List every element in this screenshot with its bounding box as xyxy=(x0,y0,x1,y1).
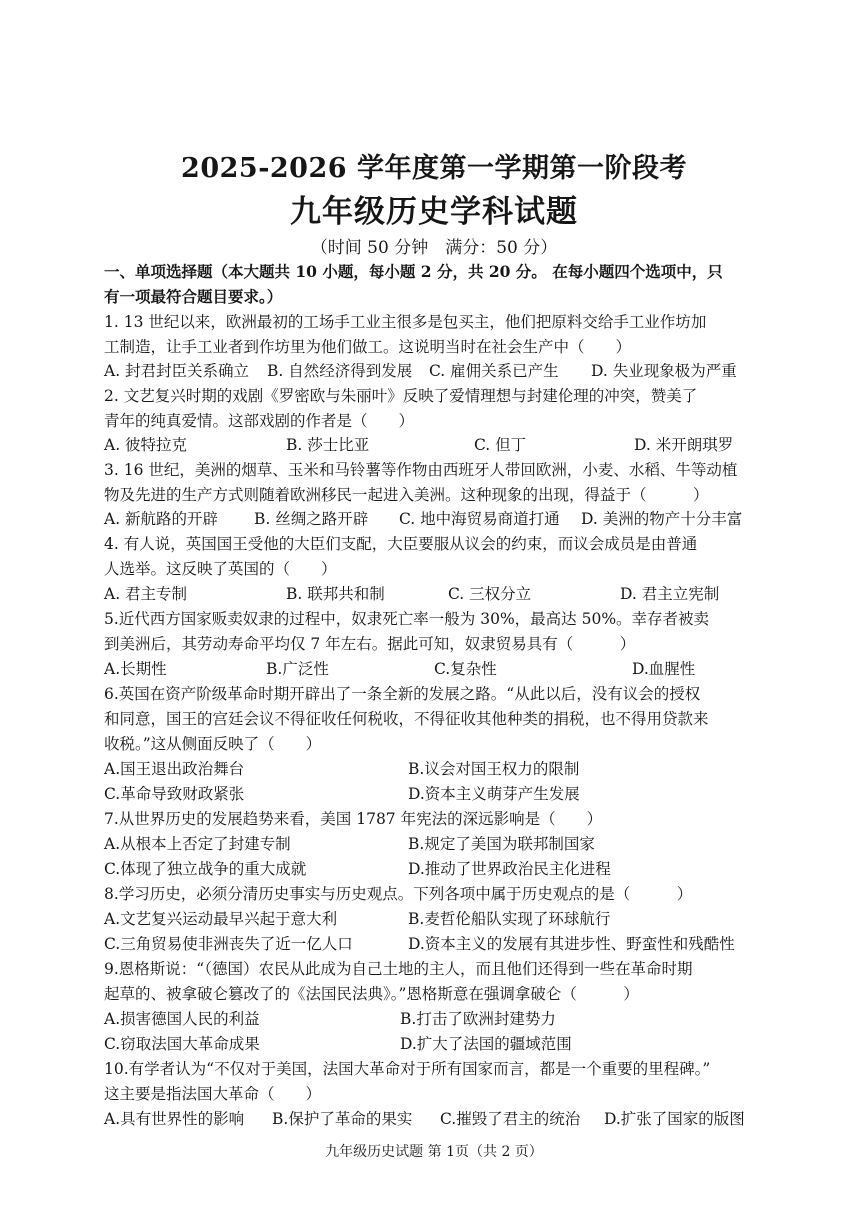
q9-option-b[interactable]: B.打击了欧洲封建势力 xyxy=(400,1010,556,1028)
q8-option-b[interactable]: B.麦哲伦船队实现了环球航行 xyxy=(408,910,611,928)
q8-stem-line1: 8.学习历史，必须分清历史事实与历史观点。下列各项中属于历史观点的是（ ） xyxy=(104,885,693,903)
q2-option-b[interactable]: B. 莎士比亚 xyxy=(286,436,370,454)
q8-options-row2 xyxy=(104,934,768,954)
q4-option-a[interactable]: A. 君主专制 xyxy=(104,585,188,603)
q2-option-d[interactable]: D. 米开朗琪罗 xyxy=(634,436,734,454)
q6-options-row1 xyxy=(104,759,768,779)
q2-stem-line1: 2. 文艺复兴时期的戏剧《罗密欧与朱丽叶》反映了爱情理想与封建伦理的冲突，赞美了 xyxy=(104,387,698,405)
q3-option-c[interactable]: C. 地中海贸易商道打通 xyxy=(399,510,560,528)
q10-option-b[interactable]: B.保护了革命的果实 xyxy=(272,1110,413,1128)
q7-option-c[interactable]: C.体现了独立战争的重大成就 xyxy=(104,860,307,878)
q8-options-row1 xyxy=(104,909,768,929)
q9-stem-line2: 起草的、被拿破仑篡改了的《法国民法典》。”恩格斯意在强调拿破仑（ ） xyxy=(104,985,639,1003)
q6-option-b[interactable]: B.议会对国王权力的限制 xyxy=(408,760,580,778)
section-heading-line2: 有一项最符合题目要求。） xyxy=(104,287,283,306)
q7-stem-line1: 7.从世界历史的发展趋势来看，美国 1787 年宪法的深远影响是（ ） xyxy=(104,810,603,828)
q10-option-d[interactable]: D.扩张了国家的版图 xyxy=(604,1110,745,1128)
q6-stem-line2: 和同意，国王的宫廷会议不得征收任何税收，不得征收其他种类的捐税，也不得用贷款来 xyxy=(104,710,709,728)
q10-stem-line1: 10.有学者认为“不仅对于美国，法国大革命对于所有国家而言，都是一个重要的里程碑。” xyxy=(104,1060,711,1078)
q3-stem-line1: 3. 16 世纪，美洲的烟草、玉米和马铃薯等作物由西班牙人带回欧洲，小麦、水稻、牛等动植 xyxy=(104,461,738,479)
q4-option-c[interactable]: C. 三权分立 xyxy=(448,585,532,603)
q5-stem-line2: 到美洲后，其劳动寿命平均仅 7 年左右。据此可知，奴隶贸易具有（ ） xyxy=(104,635,636,653)
q9-option-d[interactable]: D.扩大了法国的疆域范围 xyxy=(400,1035,572,1053)
q6-option-c[interactable]: C.革命导致财政紧张 xyxy=(104,785,245,803)
q9-options-row1 xyxy=(104,1009,768,1029)
q2-option-a[interactable]: A. 彼特拉克 xyxy=(104,436,188,454)
q3-options xyxy=(104,509,768,529)
q4-options xyxy=(104,584,768,604)
exam-time-score: （时间 50 分钟 满分：50 分） xyxy=(310,238,558,258)
q1-option-b[interactable]: B. 自然经济得到发展 xyxy=(267,362,413,380)
q6-options-row2 xyxy=(104,784,768,804)
q8-option-c[interactable]: C.三角贸易使非洲丧失了近一亿人口 xyxy=(104,935,353,953)
q4-option-b[interactable]: B. 联邦共和制 xyxy=(286,585,385,603)
q2-option-c[interactable]: C. 但丁 xyxy=(474,436,527,454)
page-footer: 九年级历史试题 第 1页（共 2 页） xyxy=(325,1144,543,1160)
q5-option-b[interactable]: B.广泛性 xyxy=(266,660,329,678)
q7-option-d[interactable]: D.推动了世界政治民主化进程 xyxy=(408,860,611,878)
q6-option-a[interactable]: A.国王退出政治舞台 xyxy=(104,760,245,778)
q3-option-b[interactable]: B. 丝绸之路开辟 xyxy=(254,510,369,528)
q4-stem-line1: 4. 有人说，英国国王受他的大臣们支配，大臣要服从议会的约束，而议会成员是由普通 xyxy=(104,535,698,553)
q2-options xyxy=(104,435,768,455)
q7-option-b[interactable]: B.规定了美国为联邦制国家 xyxy=(408,835,595,853)
q1-stem-line1: 1. 13 世纪以来，欧洲最初的工场手工业主很多是包买主，他们把原料交给手工业作坊加 xyxy=(104,313,707,331)
q7-options-row2 xyxy=(104,859,768,879)
q5-option-a[interactable]: A.长期性 xyxy=(104,660,167,678)
q1-option-d[interactable]: D. 失业现象极为严重 xyxy=(591,362,737,380)
q8-option-d[interactable]: D.资本主义的发展有其进步性、野蛮性和残酷性 xyxy=(408,935,735,953)
q8-option-a[interactable]: A.文艺复兴运动最早兴起于意大利 xyxy=(104,910,338,928)
q10-options xyxy=(104,1109,768,1129)
q6-stem-line3: 收税。”这从侧面反映了（ ） xyxy=(104,735,322,753)
q3-option-d[interactable]: D. 美洲的物产十分丰富 xyxy=(581,510,743,528)
q5-stem-line1: 5.近代西方国家贩卖奴隶的过程中，奴隶死亡率一般为 30%，最高达 50%。幸存者被卖 xyxy=(104,610,710,628)
q4-option-d[interactable]: D. 君主立宪制 xyxy=(620,585,720,603)
q10-option-a[interactable]: A.具有世界性的影响 xyxy=(104,1110,245,1128)
q3-option-a[interactable]: A. 新航路的开辟 xyxy=(104,510,219,528)
exam-subject-title: 九年级历史学科试题 xyxy=(290,194,578,230)
q9-stem-line1: 9.恩格斯说：“（德国）农民从此成为自己土地的主人，而且他们还得到一些在革命时期 xyxy=(104,960,693,978)
q5-option-c[interactable]: C.复杂性 xyxy=(434,660,497,678)
exam-term-title: 2025-2026 学年度第一学期第一阶段考 xyxy=(181,153,687,184)
q9-options-row2 xyxy=(104,1034,768,1054)
q6-option-d[interactable]: D.资本主义萌芽产生发展 xyxy=(408,785,580,803)
q2-stem-line2: 青年的纯真爱情。这部戏剧的作者是（ ） xyxy=(104,412,415,430)
q4-stem-line2: 人选举。这反映了英国的（ ） xyxy=(104,560,337,578)
q1-option-a[interactable]: A. 封君封臣关系确立 xyxy=(104,362,250,380)
q3-stem-line2: 物及先进的生产方式则随着欧洲移民一起进入美洲。这种现象的出现，得益于（ ） xyxy=(104,486,709,504)
q5-option-d[interactable]: D.血腥性 xyxy=(632,660,696,678)
q1-options xyxy=(104,361,768,381)
q10-stem-line2: 这主要是指法国大革命（ ） xyxy=(104,1085,322,1103)
q7-options-row1 xyxy=(104,834,768,854)
q5-options xyxy=(104,659,768,679)
q7-option-a[interactable]: A.从根本上否定了封建专制 xyxy=(104,835,291,853)
section-heading-line1: 一、单项选择题（本大题共 10 小题，每小题 2 分，共 20 分。 在每小题四个选项中，只 xyxy=(104,262,723,281)
q10-option-c[interactable]: C.摧毁了君主的统治 xyxy=(440,1110,581,1128)
q1-stem-line2: 工制造，让手工业者到作坊里为他们做工。这说明当时在社会生产中（ ） xyxy=(104,338,632,356)
q9-option-c[interactable]: C.窃取法国大革命成果 xyxy=(104,1035,260,1053)
q9-option-a[interactable]: A.损害德国人民的利益 xyxy=(104,1010,260,1028)
q6-stem-line1: 6.英国在资产阶级革命时期开辟出了一条全新的发展之路。“从此以后，没有议会的授权 xyxy=(104,685,701,703)
q1-option-c[interactable]: C. 雇佣关系已产生 xyxy=(429,362,559,380)
